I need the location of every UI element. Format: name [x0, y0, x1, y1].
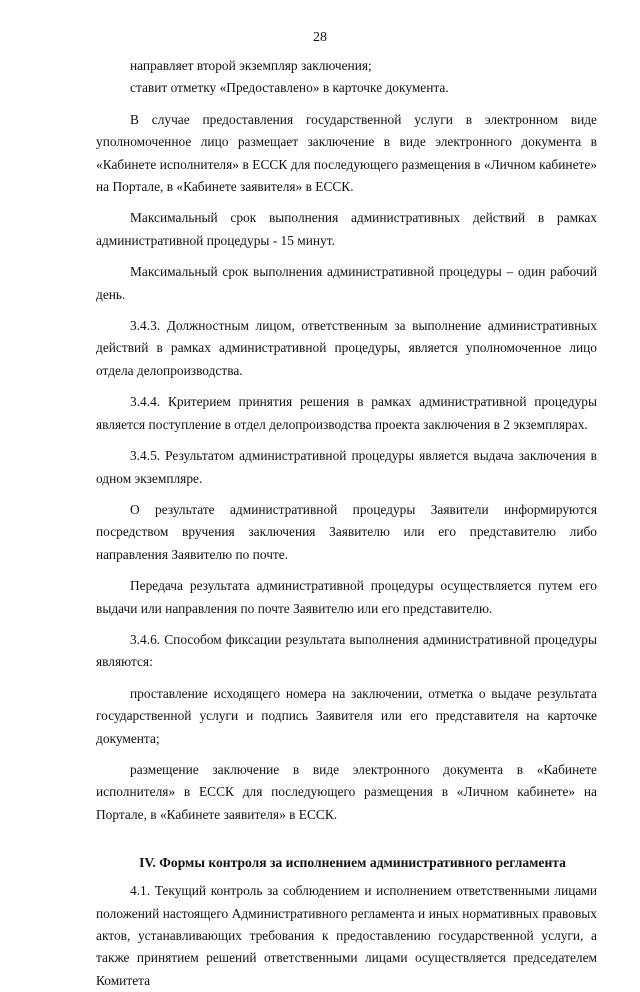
document-body: [96, 55, 597, 992]
paragraph-mark-provided: ставит отметку «Предоставлено» в карточке документа.: [130, 80, 449, 96]
paragraph-3-4-5: 3.4.5. Результатом административной процедуры является выдача заключения в одном экземпляре.: [96, 448, 597, 486]
paragraph-inform-applicants: О результате административной процедуры Заявители информируются посредством вручения заключения Заявителю или его представителю либо направления Заявителю по почте.: [96, 501, 597, 562]
paragraph-3-4-4: 3.4.4. Критерием принятия решения в рамках административной процедуры является поступление в отдел делопроизводства проекта заключения в 2 экземплярах.: [96, 394, 597, 432]
paragraph-max-time-procedure: Максимальный срок выполнения административной процедуры – один рабочий день.: [96, 264, 597, 302]
paragraph-send-second-copy: направляет второй экземпляр заключения;: [130, 58, 372, 73]
page-number: 28: [313, 30, 327, 45]
paragraph-outgoing-number: проставление исходящего номера на заключении, отметка о выдаче результата государственной услуги и подпись Заявителя или его представителя на карточке документа;: [96, 685, 597, 746]
paragraph-4-1: 4.1. Текущий контроль за соблюдением и исполнением ответственными лицами положений настоящего Административного регламента и иных нормативных правовых актов, устанавливающих требования к предоставлению государственной услуги, а также принятием решений ответственными лицами осуществляется председателем Комитета: [96, 883, 597, 988]
paragraph-max-time-actions: Максимальный срок выполнения административных действий в рамках административной процедуры - 15 минут.: [96, 210, 597, 248]
paragraph-transfer-result: Передача результата административной процедуры осуществляется путем его выдачи или направления по почте Заявителю или его представителю.: [96, 578, 597, 616]
paragraph-3-4-3: 3.4.3. Должностным лицом, ответственным за выполнение административных действий в рамках административной процедуры, является уполномоченное лицо отдела делопроизводства.: [96, 318, 597, 378]
paragraph-3-4-6: 3.4.6. Способом фиксации результата выполнения административной процедуры являются:: [96, 631, 597, 670]
section-heading: IV. Формы контроля за исполнением административного регламента: [139, 855, 566, 871]
paragraph-electronic-placement: размещение заключение в виде электронного документа в «Кабинете исполнителя» в ЕССК для последующего размещения в «Личном кабинете» на Портале, в «Кабинете заявителя» в ЕССК.: [96, 761, 597, 822]
paragraph-electronic-form: В случае предоставления государственной услуги в электронном виде уполномоченное лицо размещает заключение в виде электронного документа в «Кабинете исполнителя» в ЕССК для последующего размещения в «Личном кабинете» на Портале, в «Кабинете заявителя» в ЕССК.: [96, 111, 597, 195]
